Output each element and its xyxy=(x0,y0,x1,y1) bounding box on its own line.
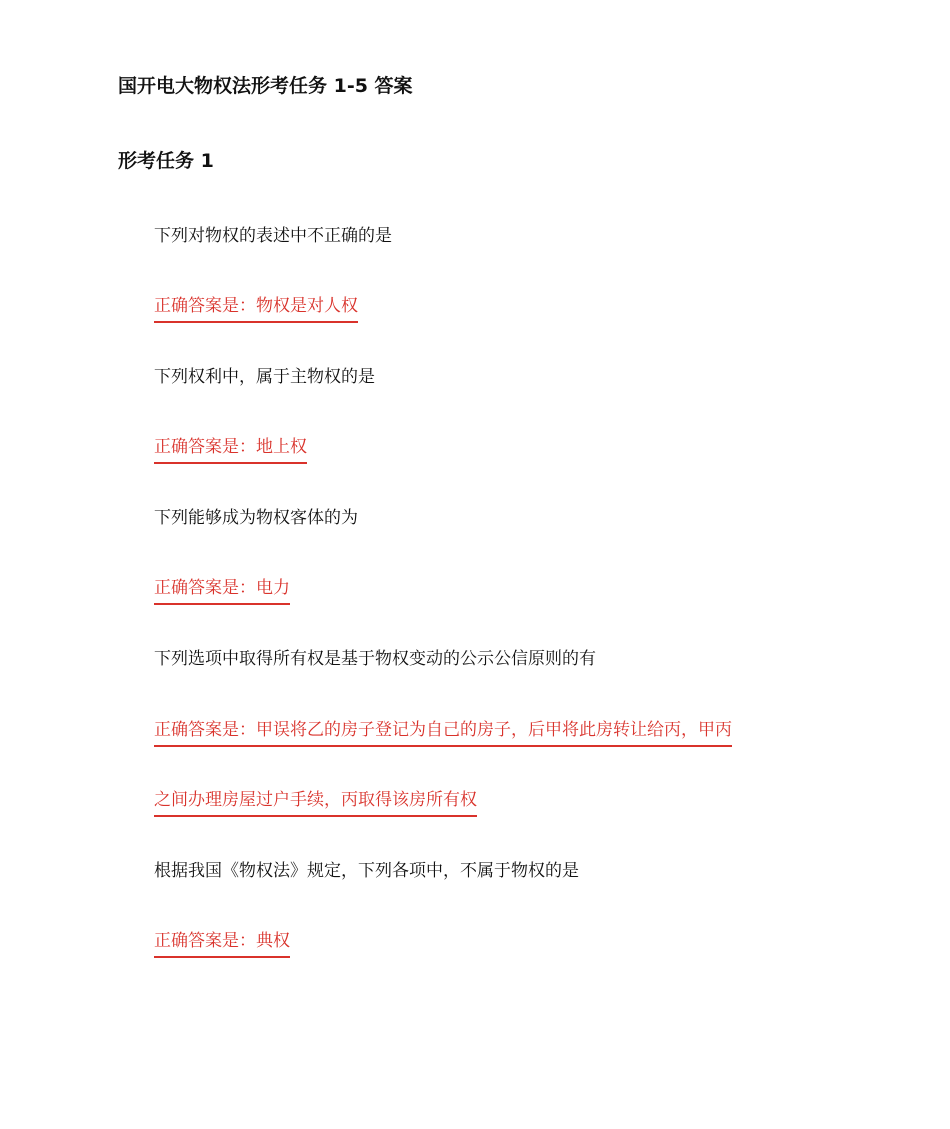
question-3: 下列能够成为物权客体的为 xyxy=(154,508,358,528)
answer-4-line-1: 正确答案是：甲误将乙的房子登记为自己的房子，后甲将此房转让给丙，甲丙 xyxy=(154,719,732,747)
question-4: 下列选项中取得所有权是基于物权变动的公示公信原则的有 xyxy=(154,649,596,669)
answer-3: 正确答案是：电力 xyxy=(154,577,290,605)
answer-5: 正确答案是：典权 xyxy=(154,930,290,958)
answer-2: 正确答案是：地上权 xyxy=(154,436,307,464)
question-5: 根据我国《物权法》规定，下列各项中，不属于物权的是 xyxy=(154,861,579,881)
section-title: 形考任务 1 xyxy=(118,150,214,172)
answer-1: 正确答案是：物权是对人权 xyxy=(154,295,358,323)
answer-4-line-2: 之间办理房屋过户手续，丙取得该房所有权 xyxy=(154,789,477,817)
question-2: 下列权利中，属于主物权的是 xyxy=(154,367,375,387)
document-title: 国开电大物权法形考任务 1-5 答案 xyxy=(118,75,413,97)
question-1: 下列对物权的表述中不正确的是 xyxy=(154,226,392,246)
